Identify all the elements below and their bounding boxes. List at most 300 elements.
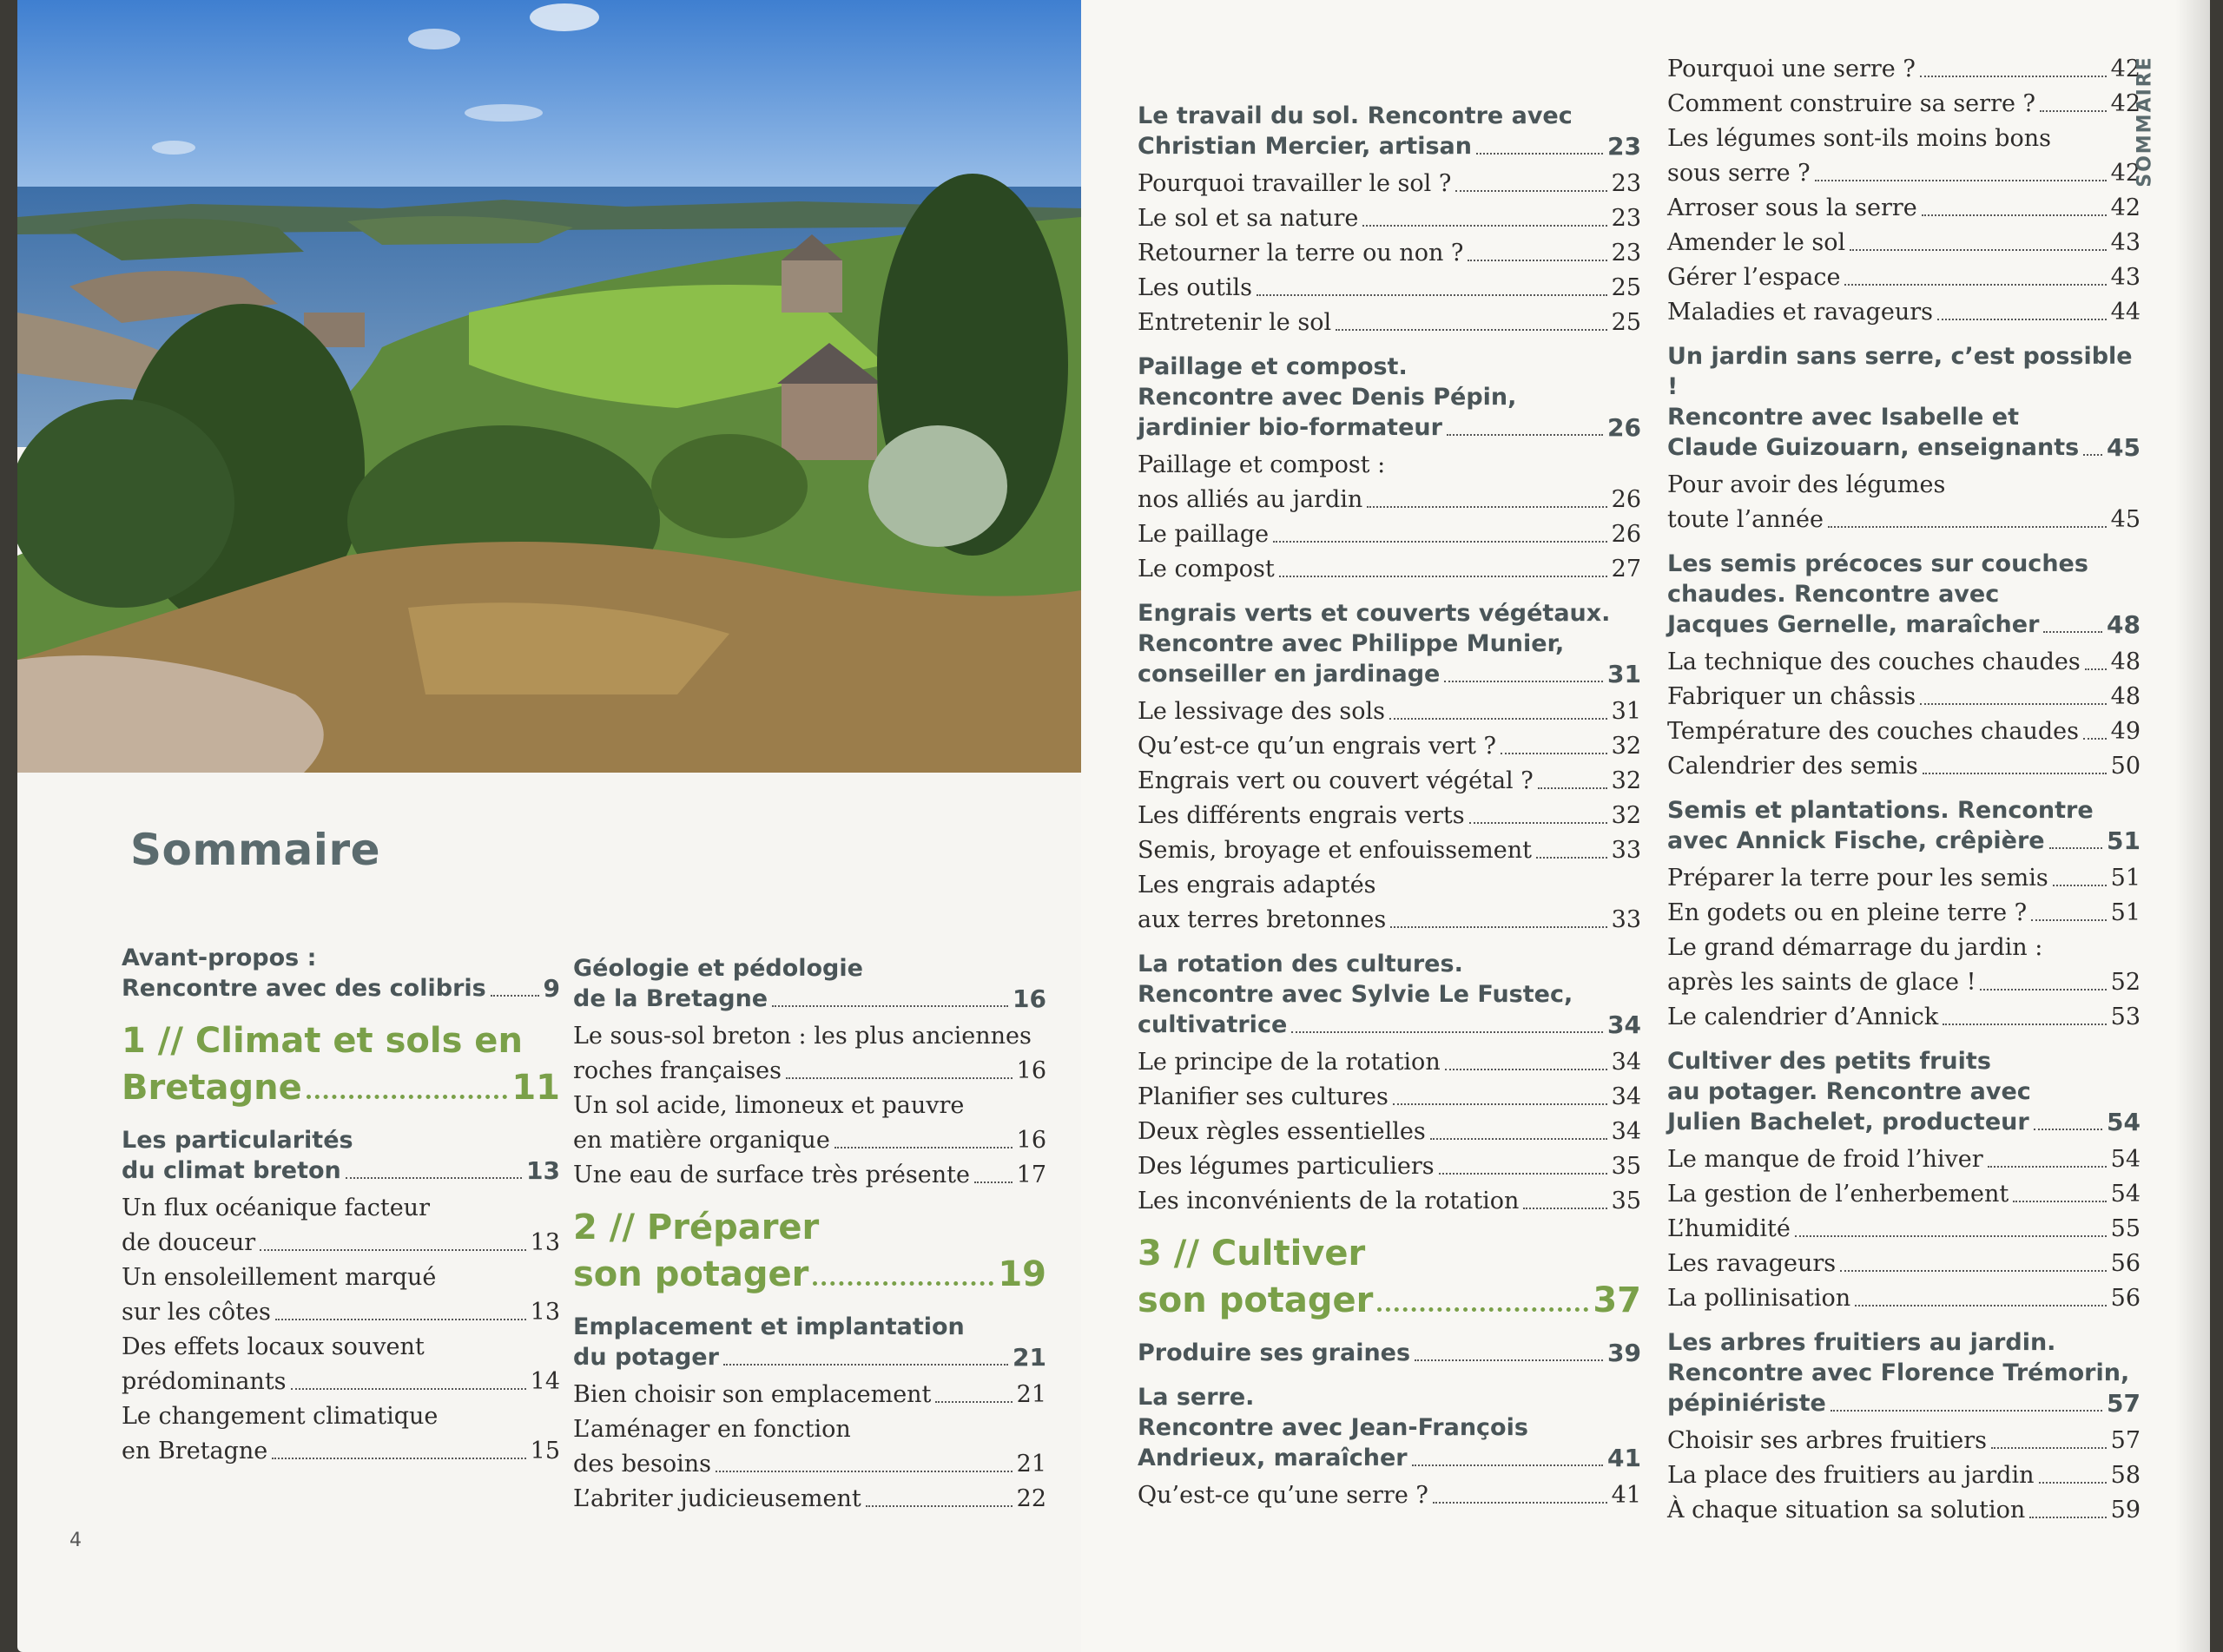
- entry-page-number: 42: [2110, 160, 2141, 187]
- entry-page-number: 45: [2107, 433, 2141, 462]
- toc-entry: [1667, 1248, 2141, 1279]
- leader-dots: [1831, 1410, 2102, 1412]
- leader-dots: [1844, 284, 2106, 286]
- toc-entry: [1667, 716, 2141, 747]
- leader-dots: [1937, 319, 2107, 320]
- entry-title: Les semis précoces sur couches: [1667, 550, 2088, 577]
- entry-title: L’humidité: [1667, 1215, 1791, 1242]
- entry-title: Un jardin sans serre, c’est possible !: [1667, 343, 2133, 400]
- leader-dots: [1390, 926, 1606, 928]
- toc-entry: [1667, 262, 2141, 293]
- entry-page-number: 54: [2107, 1108, 2141, 1136]
- entry-page-number: 58: [2110, 1462, 2141, 1489]
- leader-dots: [1393, 1103, 1607, 1105]
- toc-entry: [1667, 898, 2141, 928]
- leader-dots: [2053, 885, 2107, 886]
- entry-title: Rencontre avec des colibris: [122, 975, 486, 1002]
- leader-dots: [307, 1095, 508, 1099]
- entry-title: toute l’année: [1667, 506, 1824, 533]
- leader-dots: [1279, 576, 1607, 577]
- leader-dots: [1922, 214, 2107, 216]
- entry-page-number: 23: [1611, 170, 1641, 197]
- toc-entry: [1138, 1186, 1641, 1216]
- leader-dots: [935, 1401, 1012, 1403]
- entry-page-number: 25: [1611, 274, 1641, 301]
- entry-page-number: 34: [1611, 1083, 1641, 1110]
- entry-title: sur les côtes: [122, 1299, 271, 1326]
- entry-page-number: 26: [1611, 521, 1641, 548]
- leader-dots: [1415, 1359, 1603, 1361]
- entry-title: La gestion de l’enherbement: [1667, 1181, 2009, 1208]
- toc-entry: [1138, 1082, 1641, 1112]
- entry-page-number: 56: [2110, 1250, 2141, 1277]
- toc-entry: [1138, 1151, 1641, 1181]
- entry-title: Qu’est-ce qu’une serre ?: [1138, 1482, 1428, 1509]
- entry-title: Un ensoleillement marqué: [122, 1264, 437, 1291]
- leader-dots: [974, 1181, 1013, 1183]
- toc-entry: [1667, 932, 2141, 997]
- running-head: SOMMAIRE: [2134, 56, 2156, 188]
- section-heading: [1138, 352, 1641, 443]
- section-heading: [1138, 598, 1641, 689]
- entry-title: conseiller en jardinage: [1138, 661, 1441, 688]
- entry-title: Géologie et pédologie: [573, 955, 863, 982]
- entry-title: Le travail du sol. Rencontre avec: [1138, 102, 1573, 129]
- leader-dots: [1430, 1138, 1607, 1140]
- toc-entry: [1667, 647, 2141, 677]
- toc-entry: [1138, 800, 1641, 831]
- leader-dots: [1389, 718, 1607, 720]
- leader-dots: [2083, 454, 2102, 456]
- entry-page-number: 42: [2110, 194, 2141, 221]
- toc-entry: [1667, 227, 2141, 258]
- leader-dots: [2085, 668, 2107, 670]
- entry-page-number: 33: [1611, 906, 1641, 933]
- leader-dots: [2034, 1129, 2102, 1130]
- leader-dots: [1336, 329, 1607, 331]
- entry-page-number: 23: [1607, 132, 1641, 161]
- entry-page-number: 55: [2110, 1215, 2141, 1242]
- entry-page-number: 32: [1611, 802, 1641, 829]
- entry-page-number: 23: [1611, 240, 1641, 267]
- page-number: 4: [69, 1530, 82, 1551]
- entry-title: Retourner la terre ou non ?: [1138, 240, 1464, 267]
- entry-title: Christian Mercier, artisan: [1138, 133, 1472, 160]
- leader-dots: [1447, 434, 1603, 436]
- entry-title: Une eau de surface très présente: [573, 1162, 970, 1188]
- toc-entry: [1138, 307, 1641, 338]
- leader-dots: [1362, 225, 1606, 227]
- entry-title: Pourquoi travailler le sol ?: [1138, 170, 1452, 197]
- entry-title: Un sol acide, limoneux et pauvre: [573, 1092, 965, 1119]
- entry-title: Le grand démarrage du jardin :: [1667, 934, 2043, 961]
- entry-title: Planifier ses cultures: [1138, 1083, 1389, 1110]
- leader-dots: [1455, 190, 1606, 192]
- entry-title: Les arbres fruitiers au jardin.: [1667, 1329, 2056, 1356]
- entry-title: Paillage et compost :: [1138, 451, 1386, 478]
- leader-dots: [2013, 1201, 2106, 1202]
- toc-entry: [573, 1160, 1046, 1190]
- entry-page-number: 9: [543, 974, 560, 1003]
- toc-entry: [1667, 1144, 2141, 1175]
- section-heading: [1138, 1382, 1641, 1473]
- leader-dots: [2040, 110, 2107, 112]
- toc-entry: [1667, 1179, 2141, 1209]
- entry-title: Le manque de froid l’hiver: [1667, 1146, 1983, 1173]
- entry-title: sous serre ?: [1667, 160, 1811, 187]
- entry-title: Choisir ses arbres fruitiers: [1667, 1427, 1987, 1454]
- toc-entry: [1667, 1002, 2141, 1032]
- section-heading: [1138, 1338, 1641, 1368]
- entry-title: Pour avoir des légumes: [1667, 471, 1946, 498]
- entry-title: Des effets locaux souvent: [122, 1333, 425, 1360]
- toc-entry: [1138, 1480, 1641, 1510]
- entry-title: Semis, broyage et enfouissement: [1138, 837, 1532, 864]
- leader-dots: [1988, 1166, 2107, 1168]
- leader-dots: [1828, 526, 2107, 528]
- entry-title: Cultiver des petits fruits: [1667, 1048, 1991, 1075]
- toc-entry: [1138, 835, 1641, 865]
- entry-page-number: 16: [1016, 1127, 1046, 1154]
- toc-entry: [122, 1332, 560, 1397]
- leader-dots: [1538, 787, 1607, 789]
- toc-entry: [1138, 519, 1641, 550]
- entry-page-number: 39: [1607, 1339, 1641, 1367]
- entry-title: Le sous-sol breton : les plus anciennes: [573, 1023, 1032, 1050]
- entry-title: prédominants: [122, 1368, 287, 1395]
- entry-title: du climat breton: [122, 1157, 341, 1184]
- entry-page-number: 14: [530, 1368, 560, 1395]
- leader-dots: [2029, 1517, 2106, 1518]
- entry-title: Claude Guizouarn, enseignants: [1667, 434, 2080, 461]
- leader-dots: [1501, 753, 1607, 754]
- section-heading: [1667, 341, 2141, 463]
- leader-dots: [2043, 631, 2102, 633]
- toc-column-left-1: [122, 929, 560, 1471]
- leader-dots: [1377, 1307, 1588, 1312]
- entry-page-number: 21: [1016, 1381, 1046, 1408]
- entry-page-number: 59: [2110, 1497, 2141, 1524]
- leader-dots: [272, 1458, 525, 1459]
- section-heading: [573, 953, 1046, 1014]
- leader-dots: [1991, 1447, 2107, 1449]
- entry-title: Les engrais adaptés: [1138, 872, 1376, 898]
- page-edge-shadow: [2175, 0, 2210, 1652]
- entry-title: du potager: [573, 1344, 719, 1371]
- entry-title: de la Bretagne: [573, 985, 768, 1012]
- entry-page-number: 51: [2110, 899, 2141, 926]
- entry-title: roches françaises: [573, 1057, 782, 1084]
- entry-title: 1 // Climat et sols en: [122, 1021, 523, 1061]
- entry-title: La pollinisation: [1667, 1285, 1851, 1312]
- entry-title: Maladies et ravageurs: [1667, 299, 1933, 326]
- entry-page-number: 25: [1611, 309, 1641, 336]
- entry-page-number: 23: [1611, 205, 1641, 232]
- leader-dots: [2031, 919, 2107, 921]
- leader-dots: [723, 1364, 1008, 1366]
- section-heading: [1667, 1327, 2141, 1418]
- entry-title: En godets ou en pleine terre ?: [1667, 899, 2028, 926]
- entry-title: Rencontre avec Jean-François: [1138, 1414, 1528, 1441]
- toc-entry: [1138, 554, 1641, 584]
- entry-page-number: 48: [2107, 610, 2141, 639]
- leader-dots: [1444, 681, 1603, 682]
- entry-page-number: 45: [2110, 506, 2141, 533]
- entry-page-number: 31: [1611, 698, 1641, 725]
- entry-title: Préparer la terre pour les semis: [1667, 865, 2048, 892]
- entry-title: 2 // Préparer: [573, 1208, 820, 1247]
- leader-dots: [1291, 1031, 1603, 1033]
- entry-page-number: 56: [2110, 1285, 2141, 1312]
- entry-title: de douceur: [122, 1229, 256, 1256]
- entry-title: avec Annick Fische, crêpière: [1667, 827, 2045, 854]
- chapter-heading: [122, 1017, 560, 1111]
- entry-page-number: 44: [2110, 299, 2141, 326]
- toc-entry: [573, 1021, 1046, 1086]
- entry-title: Les différents engrais verts: [1138, 802, 1465, 829]
- entry-title: nos alliés au jardin: [1138, 486, 1363, 513]
- leader-dots: [1445, 1069, 1607, 1070]
- leader-dots: [260, 1249, 525, 1251]
- entry-title: Engrais verts et couverts végétaux.: [1138, 600, 1611, 627]
- entry-page-number: 48: [2110, 648, 2141, 675]
- entry-title: Le changement climatique: [122, 1403, 439, 1430]
- entry-title: Amender le sol: [1667, 229, 1846, 256]
- toc-entry: [1138, 1116, 1641, 1147]
- entry-title: Les légumes sont-ils moins bons: [1667, 125, 2051, 152]
- entry-title: Les inconvénients de la rotation: [1138, 1188, 1520, 1214]
- toc-entry: [1138, 450, 1641, 515]
- entry-title: Semis et plantations. Rencontre: [1667, 797, 2094, 824]
- entry-title: jardinier bio-formateur: [1138, 414, 1442, 441]
- leader-dots: [786, 1077, 1013, 1079]
- toc-entry: [1667, 470, 2141, 535]
- chapter-heading: [573, 1204, 1046, 1298]
- leader-dots: [1439, 1173, 1607, 1175]
- entry-page-number: 57: [2107, 1389, 2141, 1418]
- leader-dots: [772, 1005, 1008, 1007]
- section-heading: [1667, 549, 2141, 640]
- toc-column-right-1: [1138, 87, 1641, 1515]
- entry-page-number: 54: [2110, 1146, 2141, 1173]
- entry-title: Bretagne: [122, 1068, 302, 1108]
- leader-dots: [1433, 1502, 1607, 1504]
- entry-title: des besoins: [573, 1451, 711, 1478]
- toc-column-right-2: [1667, 54, 2141, 1530]
- entry-title: Paillage et compost.: [1138, 353, 1408, 380]
- entry-page-number: 27: [1611, 556, 1641, 582]
- entry-title: Avant-propos :: [122, 944, 317, 971]
- entry-title: Un flux océanique facteur: [122, 1195, 430, 1221]
- entry-title: Rencontre avec Isabelle et: [1667, 404, 2019, 431]
- entry-title: Le lessivage des sols: [1138, 698, 1385, 725]
- leader-dots: [1795, 1235, 2107, 1237]
- entry-title: Des légumes particuliers: [1138, 1153, 1435, 1180]
- leader-dots: [2039, 1482, 2107, 1484]
- entry-title: Les outils: [1138, 274, 1252, 301]
- entry-title: pépiniériste: [1667, 1390, 1826, 1417]
- leader-dots: [491, 995, 539, 997]
- entry-title: Bien choisir son emplacement: [573, 1381, 932, 1408]
- entry-page-number: 13: [530, 1229, 560, 1256]
- leader-dots: [1412, 1464, 1603, 1466]
- entry-page-number: 41: [1611, 1482, 1641, 1509]
- entry-page-number: 13: [526, 1156, 560, 1185]
- entry-title: À chaque situation sa solution: [1667, 1497, 2026, 1524]
- entry-page-number: 57: [2110, 1427, 2141, 1454]
- toc-entry: [1667, 297, 2141, 327]
- entry-title: Arroser sous la serre: [1667, 194, 1917, 221]
- toc-entry: [573, 1379, 1046, 1410]
- entry-page-number: 33: [1611, 837, 1641, 864]
- toc-entry: [573, 1484, 1046, 1514]
- leader-dots: [1468, 260, 1606, 261]
- toc-entry: [1138, 731, 1641, 761]
- entry-page-number: 26: [1611, 486, 1641, 513]
- entry-page-number: 13: [530, 1299, 560, 1326]
- toc-entry: [1667, 863, 2141, 893]
- right-page: [1081, 0, 2210, 1652]
- entry-page-number: 50: [2110, 753, 2141, 780]
- entry-title: Le principe de la rotation: [1138, 1049, 1441, 1076]
- leader-dots: [1943, 1023, 2106, 1025]
- entry-page-number: 49: [2110, 718, 2141, 745]
- entry-page-number: 34: [1607, 1010, 1641, 1039]
- leader-dots: [1469, 822, 1607, 824]
- leader-dots: [1840, 1270, 2107, 1272]
- entry-page-number: 51: [2110, 865, 2141, 892]
- entry-page-number: 34: [1611, 1049, 1641, 1076]
- entry-title: La technique des couches chaudes: [1667, 648, 2081, 675]
- toc-entry: [1667, 1425, 2141, 1456]
- toc-entry: [1667, 193, 2141, 223]
- leader-dots: [1980, 989, 2106, 991]
- toc-entry: [1138, 273, 1641, 303]
- entry-page-number: 34: [1611, 1118, 1641, 1145]
- entry-page-number: 42: [2110, 56, 2141, 82]
- entry-title: Fabriquer un châssis: [1667, 683, 1916, 710]
- entry-title: Engrais vert ou couvert végétal ?: [1138, 767, 1534, 794]
- section-heading: [122, 943, 560, 1004]
- entry-page-number: 37: [1593, 1280, 1641, 1320]
- entry-title: Le sol et sa nature: [1138, 205, 1359, 232]
- toc-entry: [573, 1414, 1046, 1479]
- entry-title: La place des fruitiers au jardin: [1667, 1462, 2035, 1489]
- leader-dots: [1536, 857, 1607, 859]
- entry-title: Le calendrier d’Annick: [1667, 1004, 1939, 1030]
- toc-entry: [1667, 89, 2141, 119]
- section-heading: [1667, 795, 2141, 856]
- toc-entry: [1667, 54, 2141, 84]
- entry-title: Jacques Gernelle, maraîcher: [1667, 611, 2040, 638]
- entry-title: Rencontre avec Florence Trémorin,: [1667, 1359, 2130, 1386]
- entry-page-number: 53: [2110, 1004, 2141, 1030]
- leader-dots: [291, 1388, 526, 1390]
- entry-title: Comment construire sa serre ?: [1667, 90, 2036, 117]
- leader-dots: [275, 1319, 526, 1320]
- toc-entry: [122, 1193, 560, 1258]
- entry-title: Deux règles essentielles: [1138, 1118, 1426, 1145]
- entry-title: Produire ses graines: [1138, 1339, 1411, 1366]
- toc-entry: [1667, 1495, 2141, 1525]
- toc-entry: [1138, 1047, 1641, 1077]
- leader-dots: [1476, 153, 1603, 155]
- entry-page-number: 35: [1611, 1188, 1641, 1214]
- leader-dots: [1923, 773, 2107, 774]
- entry-page-number: 22: [1016, 1485, 1046, 1512]
- entry-page-number: 11: [511, 1068, 560, 1108]
- entry-title: Julien Bachelet, producteur: [1667, 1109, 2029, 1135]
- entry-page-number: 52: [2110, 969, 2141, 996]
- entry-title: son potager: [1138, 1280, 1374, 1320]
- entry-page-number: 32: [1611, 767, 1641, 794]
- toc-entry: [1138, 870, 1641, 935]
- leader-dots: [1850, 249, 2106, 251]
- entry-page-number: 21: [1013, 1343, 1046, 1372]
- landscape-photo: [17, 0, 1081, 773]
- entry-title: Rencontre avec Denis Pépin,: [1138, 384, 1517, 411]
- entry-title: L’abriter judicieusement: [573, 1485, 861, 1512]
- entry-title: Température des couches chaudes: [1667, 718, 2079, 745]
- leader-dots: [346, 1177, 522, 1179]
- leader-dots: [2049, 847, 2102, 849]
- entry-title: Le paillage: [1138, 521, 1270, 548]
- leader-dots: [1367, 506, 1606, 508]
- entry-page-number: 35: [1611, 1153, 1641, 1180]
- toc-entry: [1138, 238, 1641, 268]
- section-heading: [573, 1312, 1046, 1372]
- entry-title: Emplacement et implantation: [573, 1313, 965, 1340]
- entry-title: Andrieux, maraîcher: [1138, 1445, 1408, 1471]
- leader-dots: [1257, 294, 1607, 296]
- entry-page-number: 48: [2110, 683, 2141, 710]
- entry-title: Entretenir le sol: [1138, 309, 1332, 336]
- toc-entry: [1138, 168, 1641, 199]
- leader-dots: [2083, 738, 2107, 740]
- page-title: Sommaire: [130, 825, 381, 875]
- toc-entry: [1138, 766, 1641, 796]
- entry-title: aux terres bretonnes: [1138, 906, 1387, 933]
- entry-page-number: 54: [2110, 1181, 2141, 1208]
- entry-title: Pourquoi une serre ?: [1667, 56, 1916, 82]
- toc-entry: [1667, 1460, 2141, 1491]
- entry-title: Gérer l’espace: [1667, 264, 1841, 291]
- section-heading: [1138, 101, 1641, 161]
- entry-title: Calendrier des semis: [1667, 753, 1918, 780]
- chapter-heading: [1138, 1230, 1641, 1324]
- leader-dots: [1273, 541, 1607, 543]
- entry-title: Rencontre avec Philippe Munier,: [1138, 630, 1565, 657]
- entry-title: cultivatrice: [1138, 1011, 1288, 1038]
- entry-page-number: 21: [1016, 1451, 1046, 1478]
- entry-page-number: 19: [998, 1254, 1046, 1294]
- entry-title: en matière organique: [573, 1127, 830, 1154]
- entry-title: Les ravageurs: [1667, 1250, 1837, 1277]
- leader-dots: [866, 1505, 1013, 1507]
- leader-dots: [716, 1471, 1013, 1472]
- entry-page-number: 16: [1016, 1057, 1046, 1084]
- toc-entry: [1667, 751, 2141, 781]
- entry-title: son potager: [573, 1254, 809, 1294]
- entry-page-number: 51: [2107, 826, 2141, 855]
- leader-dots: [1523, 1208, 1606, 1209]
- toc-entry: [1667, 1283, 2141, 1313]
- left-page: [17, 0, 1081, 1652]
- entry-title: Rencontre avec Sylvie Le Fustec,: [1138, 981, 1573, 1008]
- entry-page-number: 32: [1611, 733, 1641, 760]
- entry-title: La serre.: [1138, 1384, 1255, 1411]
- toc-entry: [1667, 681, 2141, 712]
